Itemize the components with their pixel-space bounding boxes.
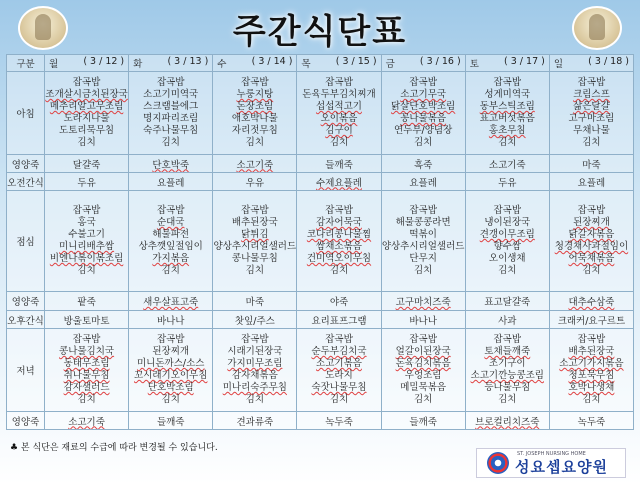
lunch_porridge-day-6: 대추수삼죽 [549, 292, 633, 311]
menu-item: 상추깻잎절임이 [138, 241, 203, 252]
menu-item: 소고기무국 [400, 89, 447, 100]
breakfast-day-3 [297, 72, 381, 155]
menu-item: 잡곡밥 [156, 334, 185, 345]
day-date: ( 3 / 13 ) [167, 56, 209, 67]
dinner_porridge-day-1: 들깨죽 [129, 412, 213, 430]
menu-item: 돈장조림 [236, 101, 274, 112]
dinner-day-6 [549, 329, 633, 412]
breakfast_porridge-day-3: 들깨죽 [297, 155, 381, 173]
header-category-label: 구분 [7, 55, 45, 72]
dinner_porridge-label: 영양죽 [7, 412, 45, 430]
menu-item: 어묵채볶음 [568, 253, 615, 264]
menu-item: 닭살단호박조림 [391, 101, 456, 112]
menu-item: 김치 [413, 265, 433, 276]
menu-item: 청경채사과절임이 [554, 241, 629, 252]
day-name: 토 [469, 59, 479, 70]
menu-item: 배추된장국 [568, 346, 615, 357]
day-name: 수 [217, 59, 227, 70]
lunch_porridge-day-3: 야죽 [297, 292, 381, 311]
am_snack-day-6: 요플레 [549, 173, 633, 191]
header-day-0 [45, 55, 129, 72]
menu-item: 메추리알고무조림 [49, 101, 124, 112]
menu-item: 홍초무침 [488, 125, 526, 136]
dinner-day-3 [297, 329, 381, 412]
dinner-day-5 [465, 329, 549, 412]
header-day-2 [213, 55, 297, 72]
pm_snack-day-2: 찻잎/주스 [213, 311, 297, 329]
menu-item: 양상추시리얼샐러드 [381, 241, 465, 252]
breakfast-day-2 [213, 72, 297, 155]
menu-item: 돈육두부김치찌개 [302, 89, 376, 100]
menu-item: 잡곡밥 [156, 77, 185, 88]
menu-item: 소고기볶음 [316, 358, 362, 369]
dinner-label: 저녁 [7, 329, 45, 412]
menu-item: 견갱이무조림 [479, 229, 535, 240]
menu-item: 순두부김치국 [311, 346, 367, 357]
header-day-5 [465, 55, 549, 72]
lunch-day-6 [549, 191, 633, 292]
menu-item: 표고버섯볶음 [479, 113, 535, 124]
menu-item: 김치 [329, 265, 349, 276]
menu-item: 성게미역국 [484, 89, 531, 100]
lunch-day-4 [381, 191, 465, 292]
pm_snack-day-5: 사과 [465, 311, 549, 329]
day-date: ( 3 / 16 ) [419, 56, 461, 67]
menu-item: 김치 [582, 394, 601, 405]
dinner_porridge-day-3: 녹두죽 [297, 412, 381, 430]
menu-item: 삶은달걀 [573, 101, 610, 112]
menu-item: 잡곡밥 [241, 334, 269, 345]
menu-item: 잡곡밥 [72, 205, 101, 216]
menu-item: 김치 [161, 265, 180, 276]
menu-item: 잡곡밥 [72, 77, 101, 88]
menu-item: 잡곡밥 [493, 77, 522, 88]
menu-item: 자리젓무침 [231, 125, 278, 136]
menu-item: 김치 [582, 137, 601, 148]
pm_snack-day-6: 크래커/요구르트 [549, 311, 633, 329]
breakfast_porridge-day-6: 마죽 [549, 155, 633, 173]
pm_snack-day-4: 바나나 [381, 311, 465, 329]
breakfast_porridge-day-0: 달걀죽 [45, 155, 129, 173]
menu-item: 잡곡밥 [241, 205, 269, 216]
day-name: 화 [133, 59, 143, 70]
menu-item: 미니돈까스/소스 [136, 358, 205, 369]
breakfast-day-5 [465, 72, 549, 155]
menu-item: 잡곡밥 [325, 334, 353, 345]
menu-item: 돈육김치볶음 [395, 358, 451, 369]
menu-item: 동부스틱조림 [479, 101, 535, 112]
menu-item: 김치 [582, 265, 601, 276]
menu-item: 잡곡밥 [325, 77, 353, 88]
menu-item: 소고기가지볶음 [559, 358, 624, 369]
menu-item: 김치 [413, 137, 433, 148]
menu-item: 무채나물 [573, 125, 610, 136]
lunch-day-0 [45, 191, 129, 292]
lunch_porridge-day-2: 마죽 [213, 292, 297, 311]
menu-item: 된장찌개 [152, 346, 190, 357]
menu-item: 청포묵무침 [568, 370, 615, 381]
lunch_porridge-day-1: 새우살표고죽 [129, 292, 213, 311]
menu-item: 쌈채소볶음 [316, 241, 362, 252]
menu-item: 오이볶음 [320, 113, 358, 124]
lunch_porridge-day-4: 고구마치즈죽 [381, 292, 465, 311]
page-title: 주간식단표 [232, 12, 408, 52]
day-name: 일 [553, 59, 564, 70]
am_snack-day-3: 수제요플레 [297, 173, 381, 191]
menu-item: 소고기미역국 [143, 89, 199, 100]
breakfast-label: 아침 [7, 72, 45, 155]
menu-item: 얼갈이된장국 [395, 346, 451, 357]
menu-item: 조기구이 [488, 358, 526, 369]
menu-item: 김치 [329, 137, 349, 148]
menu-item: 김치 [498, 137, 517, 148]
day-date: ( 3 / 12 ) [83, 56, 125, 67]
lunch-day-2 [213, 191, 297, 292]
lunch-label: 점심 [7, 191, 45, 292]
menu-item: 김치 [329, 394, 349, 405]
day-date: ( 3 / 14 ) [251, 56, 293, 67]
lunch-day-1 [129, 191, 213, 292]
pm_snack-day-3: 요리표프그램 [297, 311, 381, 329]
menu-item: 취나물무침 [63, 370, 110, 381]
header-day-1 [129, 55, 213, 72]
menu-item: 잡곡밥 [241, 77, 269, 88]
lunch-day-5 [465, 191, 549, 292]
menu-item: 비엔나볶이볶조림 [49, 253, 124, 264]
breakfast_porridge-day-2: 소고기죽 [213, 155, 297, 173]
menu-item: 고구마조림 [568, 113, 615, 124]
menu-item: 김치 [161, 394, 180, 405]
lunch_porridge-day-0: 팥죽 [45, 292, 129, 311]
lunch-day-3 [297, 191, 381, 292]
dinner-day-0 [45, 329, 129, 412]
menu-item: 해물콩콩라면 [395, 217, 451, 228]
menu-item: 미나리숙주무침 [222, 382, 287, 393]
menu-item: 꽁나물볶음 [400, 113, 447, 124]
logo-emblem-icon [487, 452, 509, 474]
menu-item: 가지미무조림 [227, 358, 283, 369]
menu-item: 잡곡밥 [156, 205, 185, 216]
menu-item: 섭섭적고기 [316, 101, 362, 112]
menu-item: 단호박조림 [147, 382, 194, 393]
menu-item: 감자어묵국 [316, 217, 362, 228]
header-day-3 [297, 55, 381, 72]
menu-item: 잡곡밥 [493, 205, 522, 216]
menu-item: 김치 [498, 394, 517, 405]
pm_snack-label: 오후간식 [7, 311, 45, 329]
menu-item: 잡곡밥 [409, 334, 437, 345]
day-date: ( 3 / 18 ) [588, 56, 629, 67]
menu-item: 순대국 [156, 217, 185, 228]
dinner-day-4 [381, 329, 465, 412]
day-date: ( 3 / 15 ) [335, 56, 377, 67]
menu-item: 가지볶음 [152, 253, 190, 264]
menu-item: 메밀묵볶음 [400, 382, 447, 393]
am_snack-label: 오전간식 [7, 173, 45, 191]
header-day-4 [381, 55, 465, 72]
dinner-day-1 [129, 329, 213, 412]
menu-item: 잡곡밥 [493, 334, 522, 345]
menu-item: 도라지나물 [63, 113, 110, 124]
menu-item: 감자채볶음 [231, 370, 278, 381]
menu-item: 동태무조림 [63, 358, 110, 369]
menu-item: 명지파리조림 [143, 113, 199, 124]
menu-item: 스크램블에그 [143, 101, 199, 112]
menu-item: 잡곡밥 [409, 205, 437, 216]
dinner_porridge-day-5: 브로컬리치즈죽 [465, 412, 549, 430]
menu-item: 김치 [245, 137, 265, 148]
menu-item: 단무지 [409, 253, 437, 264]
menu-item: 크림스프 [573, 89, 610, 100]
breakfast_porridge-day-1: 단호박죽 [129, 155, 213, 173]
am_snack-day-4: 요플레 [381, 173, 465, 191]
menu-item: 숙잣나물무침 [311, 382, 367, 393]
breakfast-day-6 [549, 72, 633, 155]
breakfast-day-0 [45, 72, 129, 155]
breakfast_porridge-day-4: 흑죽 [381, 155, 465, 173]
am_snack-day-2: 우유 [213, 173, 297, 191]
header-day-6 [549, 55, 633, 72]
menu-item: 호박나생채 [568, 382, 615, 393]
dinner_porridge-day-6: 녹두죽 [549, 412, 633, 430]
menu-item: 미니리배추쌈 [59, 241, 115, 252]
am_snack-day-1: 요플레 [129, 173, 213, 191]
dinner_porridge-day-0: 소고기죽 [45, 412, 129, 430]
menu-item: 수불고기 [68, 229, 105, 240]
day-date: ( 3 / 17 ) [504, 56, 545, 67]
menu-item: 된장찌개 [573, 217, 610, 228]
nursing-home-logo [476, 448, 626, 478]
menu-item: 오이생채 [488, 253, 526, 264]
logo-korean-name: 성요셉요양원 [515, 457, 608, 476]
lunch_porridge-day-5: 표고달걀죽 [465, 292, 549, 311]
day-name: 월 [49, 59, 59, 70]
menu-item: 김치 [413, 394, 433, 405]
breakfast_porridge-label: 영양죽 [7, 155, 45, 173]
menu-item: 김치 [498, 265, 517, 276]
menu-change-note: ♣ 본 식단은 재료의 수급에 따라 변경될 수 있습니다. [10, 443, 218, 453]
pm_snack-day-0: 방울토마토 [45, 311, 129, 329]
pm_snack-day-1: 바나나 [129, 311, 213, 329]
menu-item: 토채들깨죽 [484, 346, 531, 357]
dinner_porridge-day-4: 들깨죽 [381, 412, 465, 430]
am_snack-day-0: 두유 [45, 173, 129, 191]
menu-item: 양상추시리얼샐러드 [213, 241, 297, 252]
day-name: 목 [301, 59, 311, 70]
menu-item: 연두부/양념장 [394, 125, 453, 136]
breakfast-day-4 [381, 72, 465, 155]
menu-item: 김치 [77, 137, 96, 148]
menu-item: 김치 [77, 265, 96, 276]
dinner-day-2 [213, 329, 297, 412]
menu-item: 배추된장국 [231, 217, 278, 228]
menu-item: 잡곡밥 [577, 77, 606, 88]
menu-item: 콩나물김치국 [59, 346, 115, 357]
day-name: 금 [385, 59, 395, 70]
weekly-menu-table [6, 54, 634, 430]
menu-item: 숙주나물무침 [143, 125, 199, 136]
menu-item: 건미역오이무침 [306, 253, 372, 264]
menu-item: 감자샐러드 [63, 382, 110, 393]
breakfast_porridge-day-5: 소고기죽 [465, 155, 549, 173]
am_snack-day-5: 두유 [465, 173, 549, 191]
menu-item: 김치 [245, 265, 265, 276]
menu-item: 김치 [245, 394, 265, 405]
menu-item: 코다리콩나물찜 [306, 229, 372, 240]
menu-item: 닭갈자볶음 [568, 229, 615, 240]
menu-item: 김치 [161, 137, 180, 148]
menu-item: 해물파전 [152, 229, 190, 240]
menu-item: 콩나물무침 [231, 253, 278, 264]
menu-item: 잡곡밥 [577, 334, 606, 345]
menu-item: 떡볶이 [409, 229, 437, 240]
dinner_porridge-day-2: 견과류죽 [213, 412, 297, 430]
menu-item: 도라지 [325, 370, 353, 381]
menu-item: 향수쌈 [493, 241, 522, 252]
menu-item: 등나물무침 [484, 382, 531, 393]
menu-item: 잡곡밥 [325, 205, 353, 216]
menu-item: 조개살시금치된장국 [45, 89, 128, 100]
menu-item: 잡곡밥 [409, 77, 437, 88]
menu-item: 닭튀김 [241, 229, 269, 240]
menu-item: 소고기깐능콩조림 [470, 370, 544, 381]
menu-item: 김구이 [325, 125, 353, 136]
menu-item: 김치 [77, 394, 96, 405]
menu-item: 우엉조림 [404, 370, 442, 381]
lunch_porridge-label: 영양죽 [7, 292, 45, 311]
menu-item: 잡곡밥 [72, 334, 101, 345]
menu-item: 꼬시래기오이무침 [134, 370, 208, 381]
menu-item: 애호박나물 [231, 113, 278, 124]
menu-item: 시래기된장국 [227, 346, 283, 357]
breakfast-day-1 [129, 72, 213, 155]
logo-english-name: ST. JOSEPH NURSING HOME [517, 451, 586, 457]
menu-item: 잡곡밥 [577, 205, 606, 216]
menu-item: 냉이된장국 [484, 217, 531, 228]
menu-item: 도토리묵무침 [59, 125, 115, 136]
menu-item: 누룽지탕 [236, 89, 274, 100]
menu-item: 홍국 [77, 217, 96, 228]
